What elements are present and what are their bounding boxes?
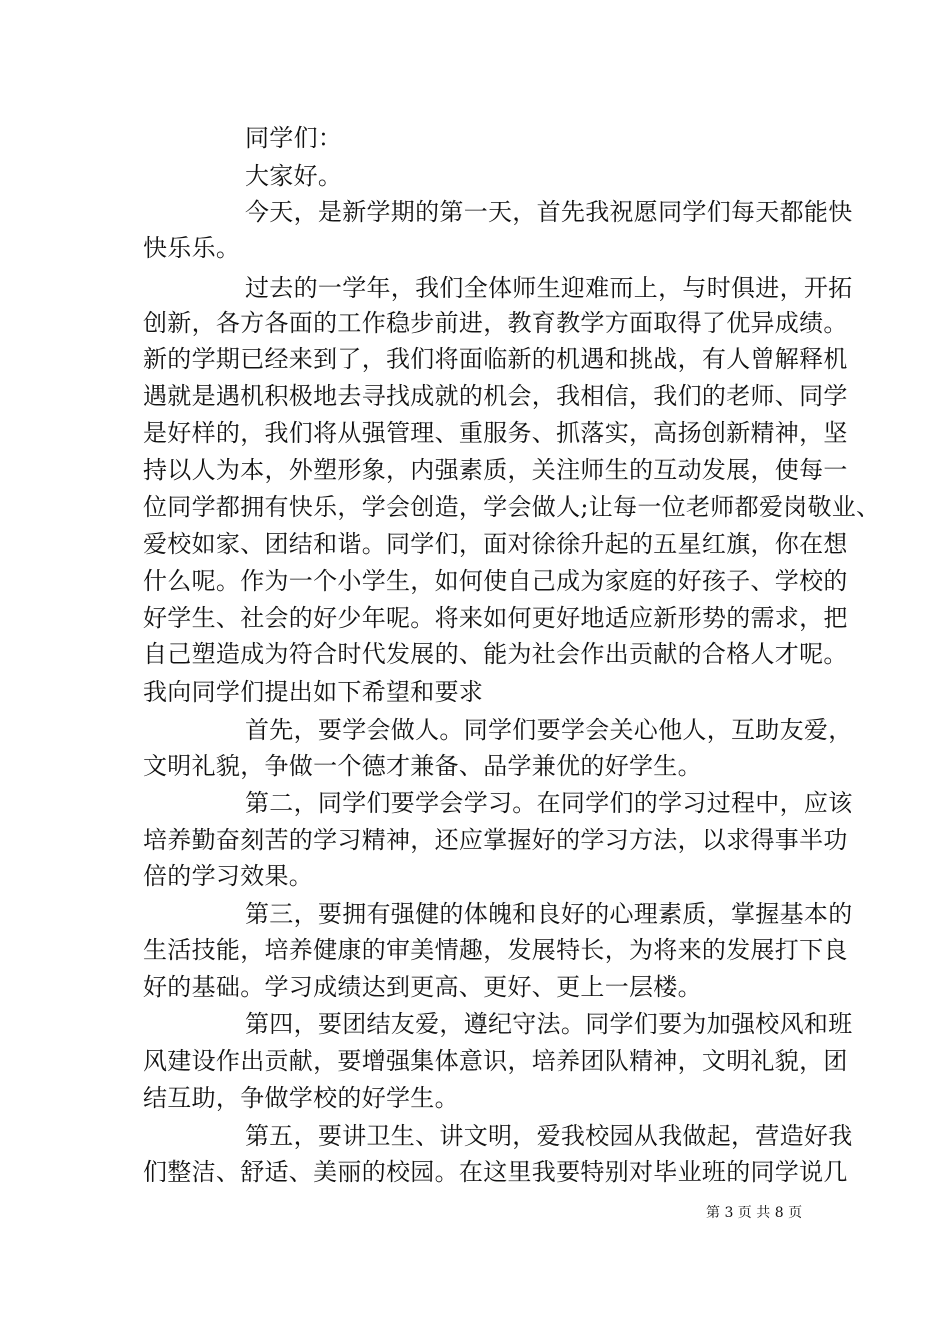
text-line: 好学生、社会的好少年呢。将来如何更好地适应新形势的需求，把 [143,604,848,632]
text-line: 结互助，争做学校的好学生。 [143,1084,459,1112]
text-line: 遇就是遇机积极地去寻找成就的机会，我相信，我们的老师、同学 [143,382,848,410]
text-line: 们整洁、舒适、美丽的校园。在这里我要特别对毕业班的同学说几 [143,1158,848,1186]
text-line: 大家好。 [245,162,343,190]
text-line: 过去的一学年，我们全体师生迎难而上，与时俱进，开拓 [245,274,853,302]
text-line: 风建设作出贡献，要增强集体意识，培养团队精神，文明礼貌，团 [143,1047,848,1075]
text-line: 同学们： [245,124,343,152]
text-line: 我向同学们提出如下希望和要求 [143,678,484,706]
text-line: 自己塑造成为符合时代发展的、能为社会作出贡献的合格人才呢。 [143,640,848,668]
text-line: 持以人为本，外塑形象，内强素质，关注师生的互动发展，使每一 [143,456,848,484]
text-line: 好的基础。学习成绩达到更高、更好、更上一层楼。 [143,973,702,1001]
page-number: 第 3 页 共 8 页 [706,1205,803,1221]
text-line: 首先，要学会做人。同学们要学会关心他人，互助友爱， [245,716,853,744]
text-line: 新的学期已经来到了，我们将面临新的机遇和挑战，有人曾解释机 [143,345,848,373]
text-line: 位同学都拥有快乐，学会创造，学会做人;让每一位老师都爱岗敬业、 [143,493,881,521]
text-line: 培养勤奋刻苦的学习精神，还应掌握好的学习方法，以求得事半功 [143,826,848,854]
text-line: 创新，各方各面的工作稳步前进，教育教学方面取得了优异成绩。 [143,309,848,337]
text-line: 今天，是新学期的第一天，首先我祝愿同学们每天都能快 [245,198,853,226]
text-line: 倍的学习效果。 [143,862,314,890]
text-line: 第三，要拥有强健的体魄和良好的心理素质，掌握基本的 [245,900,853,928]
text-line: 第五，要讲卫生、讲文明，爱我校园从我做起，营造好我 [245,1122,853,1150]
text-line: 快乐乐。 [143,234,241,262]
text-line: 第二，同学们要学会学习。在同学们的学习过程中，应该 [245,789,853,817]
text-line: 是好样的，我们将从强管理、重服务、抓落实，高扬创新精神，坚 [143,419,848,447]
text-line: 文明礼貌，争做一个德才兼备、品学兼优的好学生。 [143,752,702,780]
text-line: 第四，要团结友爱，遵纪守法。同学们要为加强校风和班 [245,1010,853,1038]
text-line: 什么呢。作为一个小学生，如何使自己成为家庭的好孩子、学校的 [143,567,848,595]
text-line: 生活技能，培养健康的审美情趣，发展特长，为将来的发展打下良 [143,936,848,964]
text-line: 爱校如家、团结和谐。同学们，面对徐徐升起的五星红旗，你在想 [143,530,848,558]
